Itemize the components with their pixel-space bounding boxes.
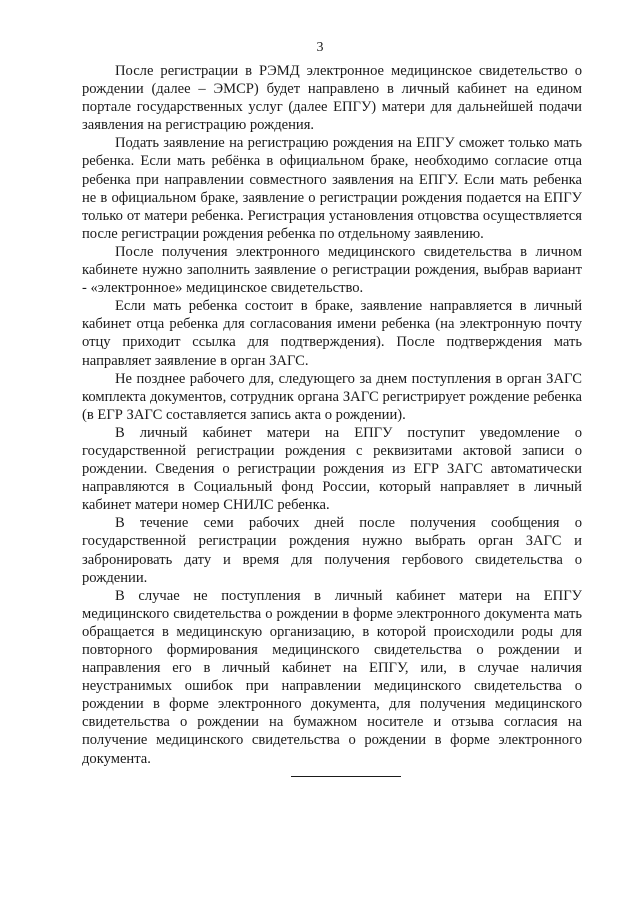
paragraph-emsr-delivery: После регистрации в РЭМД электронное медицинское свидетельство о рождении (далее – ЭМСР) будет направлено в личный кабинет на едином портале государственных услуг (далее ЕПГУ) матери для дальнейшей подачи заявления на регистрацию рождения. <box>82 63 582 134</box>
page-number: 3 <box>316 40 324 55</box>
paragraph-who-may-apply: Подать заявление на регистрацию рождения на ЕПГУ сможет только мать ребенка. Если мать ребёнка в официальном браке, необходимо согласие отца ребенка при направлении совместного заявления на ЕПГУ. Если мать ребенка не в официальном браке, заявление о регистрации рождения подается на ЕПГУ только от матери ребенка. Регистрация установления отцовства осуществляется после регистрации рождения ребенка по отдельному заявлению. <box>82 135 582 242</box>
closing-rule <box>291 776 401 777</box>
paragraph-zags-registration: Не позднее рабочего для, следующего за днем поступления в орган ЗАГС комплекта документов, сотрудник органа ЗАГС регистрирует рождение ребенка (в ЕГР ЗАГС составляется запись акта о рождении). <box>82 370 582 423</box>
paragraph-not-received: В случае не поступления в личный кабинет матери на ЕПГУ медицинского свидетельства о рождении в форме электронного документа мать обращается в медицинскую организацию, в которой происходили роды для повторного формирования медицинского свидетельства о рождении и направления его в личный кабинет на ЕПГУ, или, в случае наличия неустранимых ошибок при направлении медицинского свидетельства о рождении в форме электронного документа, для получения медицинского свидетельства о рождении на бумажном носителе и отзыва согласия на получение медицинского свидетельства о рождении в форме электронного документа. <box>82 587 582 767</box>
paragraph-notification-snils: В личный кабинет матери на ЕПГУ поступит уведомление о государственной регистрации рождения с реквизитами актовой записи о рождении. Сведения о регистрации рождения из ЕГР ЗАГС автоматически направляются в Социальный фонд России, который направляет в личный кабинет матери номер СНИЛС ребенка. <box>82 424 582 514</box>
paragraph-married-mother: Если мать ребенка состоит в браке, заявление направляется в личный кабинет отца ребенка для согласования имени ребенка (на электронную почту отцу приходит ссылка для подтверждения). После подтверждения мать направляет заявление в орган ЗАГС. <box>82 298 582 369</box>
document-body <box>82 62 582 768</box>
paragraph-fill-application: После получения электронного медицинского свидетельства в личном кабинете нужно заполнить заявление о регистрации рождения, выбрав вариант - «электронное» медицинское свидетельство. <box>82 243 582 297</box>
paragraph-book-certificate: В течение семи рабочих дней после получения сообщения о государственной регистрации рождения нужно выбрать орган ЗАГС и забронировать дату и время для получения гербового свидетельства о рождении. <box>82 515 582 586</box>
